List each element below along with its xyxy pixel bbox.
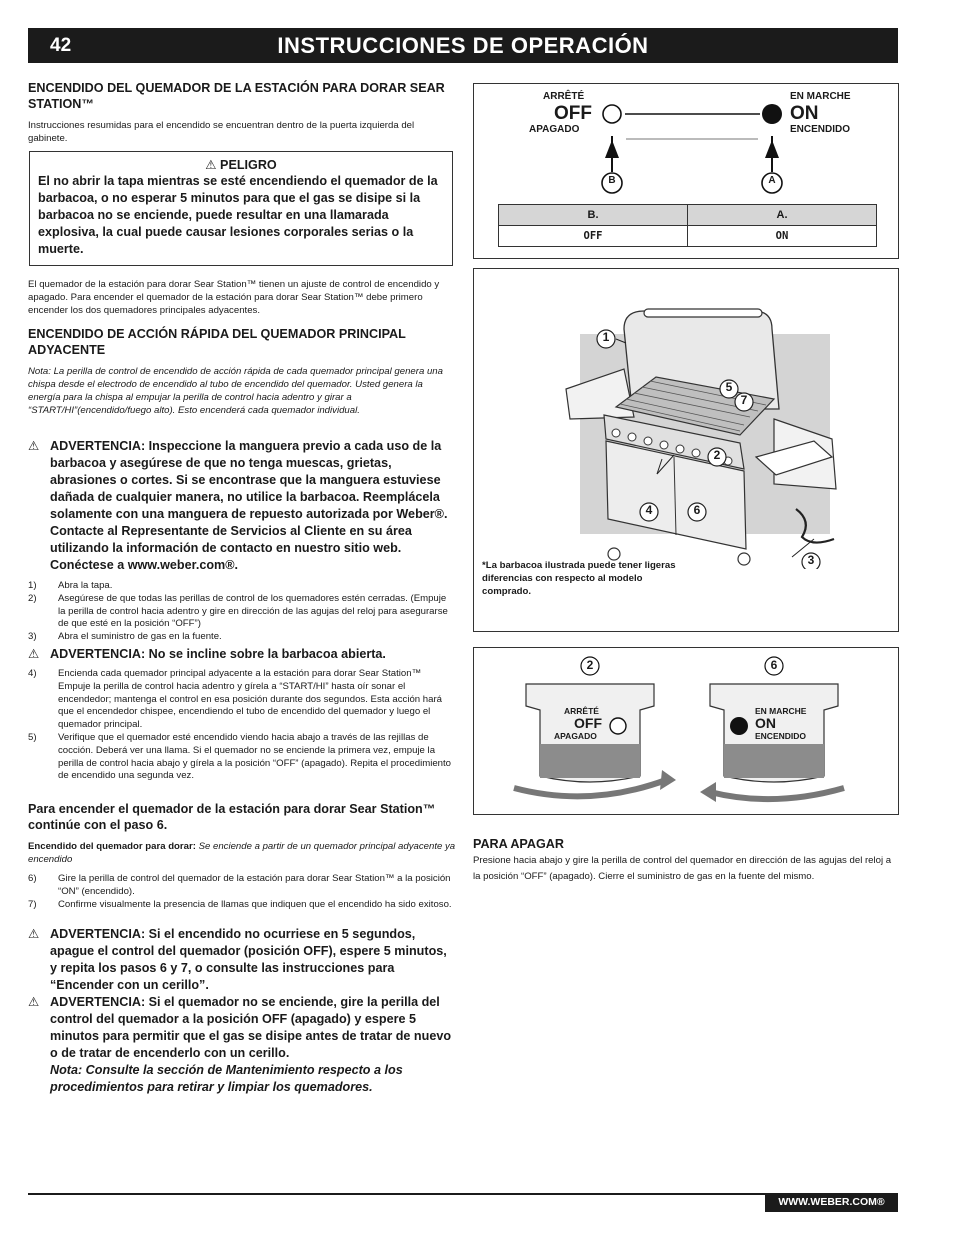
grill-caption: *La barbacoa ilustrada puede tener ligeras diferencias con respecto al modelo comprado. <box>482 560 676 597</box>
warning-hose <box>28 438 456 574</box>
rotate-arrow-icon <box>700 782 716 802</box>
warning-no-light <box>28 994 456 1096</box>
knob-turn-diagram <box>473 647 899 815</box>
label-off: OFF <box>554 103 592 124</box>
grill-illustration <box>474 269 898 569</box>
knob-turn-graphic <box>474 648 898 814</box>
label-en-marche: EN MARCHE <box>790 91 851 102</box>
label-arrete: ARRÊTÉ <box>543 91 585 102</box>
callout-6: 6 <box>693 503 701 517</box>
section-title-main-burner: ENCENDIDO DE ACCIÓN RÁPIDA DEL QUEMADOR PRINCIPAL ADYACENTE <box>28 327 406 357</box>
label-encendido: ENCENDIDO <box>755 731 807 741</box>
on-indicator-icon <box>730 717 748 735</box>
danger-text: El no abrir la tapa mientras se esté encendiendo el quemador de la barbacoa, o no esperar 5 minutos para que el gas se disipe si la barbacoa no se enciende, puede resultar en una llamarada explosiva, la cual puede causar lesiones corporales serias o la muerte. <box>38 174 438 256</box>
rotate-arrow-icon <box>660 770 676 790</box>
label-en-marche: EN MARCHE <box>755 706 807 716</box>
warning-triangle-icon: ⚠ <box>28 995 40 1009</box>
warning-ignition <box>28 926 456 994</box>
section-title-turn-off: PARA APAGAR <box>473 837 564 851</box>
warning-ignition-text: ADVERTENCIA: Si el encendido no ocurriese en 5 segundos, apague el control del quemador (posición OFF), espere 5 minutos, y repita los pasos 6 y 7, o consulte las instrucciones para “Encender con un cerillo”. <box>50 927 447 992</box>
callout-6: 6 <box>770 658 778 672</box>
turn-off-text: Presione hacia abajo y gire la perilla de control del quemador en dirección de las agujas del reloj a la posición “OFF” (apagado). Cierre el suministro de gas en la fuente del mismo. <box>473 855 892 882</box>
warning-triangle-icon: ⚠ <box>28 439 40 453</box>
callout-5: 5 <box>725 380 733 394</box>
footer-url: WWW.WEBER.COM® <box>765 1193 898 1212</box>
section-title-sear-continue: Para encender el quemador de la estación para dorar Sear Station™ continúe con el paso 6. <box>28 802 436 832</box>
callout-2: 2 <box>586 658 594 672</box>
callout-2: 2 <box>713 448 721 462</box>
steps-list-c <box>28 873 456 911</box>
warning-triangle-icon: ⚠ <box>205 158 217 172</box>
list-item: 7) Confirme visualmente la presencia de llamas que indiquen que el encendido ha sido exitoso. <box>28 898 452 910</box>
danger-title: PELIGRO <box>220 158 277 172</box>
sear-lead-text: Encendido del quemador para dorar: Se enciende a partir de un quemador principal adyacente ya encendido <box>28 841 456 865</box>
position-table <box>498 204 877 247</box>
table-row <box>499 205 877 226</box>
arrow-up-icon <box>605 140 619 158</box>
label-off: OFF <box>574 715 602 731</box>
label-on: ON <box>790 103 819 124</box>
list-item: 1) Abra la tapa. <box>28 580 113 591</box>
list-item: 2) Asegúrese de que todas las perillas de control de los quemadores estén cerradas. (Empuje la perilla de control hacia adentro y gire en dirección de las agujas del reloj para asegurarse de que esté en la posición “OFF”) <box>28 592 448 630</box>
callout-4: 4 <box>645 503 653 517</box>
warning-lean <box>28 646 456 663</box>
callout-3: 3 <box>807 553 815 567</box>
knob-position-diagram <box>473 83 899 259</box>
label-on: ON <box>755 715 776 731</box>
warning-triangle-icon: ⚠ <box>28 927 40 941</box>
section-note-main-burner: Nota: La perilla de control de encendido de acción rápida de cada quemador principal genera una chispa desde el electrodo de encendido al tubo de encendido del quemador. Usted genera la energía para la chispa al empujar la perilla de control hacia adentro y girar a “START/HI”(encendido/fuego alto). Esto encenderá cada quemador individual. <box>28 366 443 416</box>
warning-lean-text: ADVERTENCIA: No se incline sobre la barbacoa abierta. <box>50 647 386 661</box>
marker-a: A <box>768 175 776 186</box>
arrow-up-icon <box>765 140 779 158</box>
knob-position-graphic <box>474 84 898 204</box>
table-header-cell: B. <box>499 205 688 226</box>
table-cell: OFF <box>499 226 688 247</box>
table-header-cell: A. <box>688 205 877 226</box>
list-item: 4) Encienda cada quemador principal adyacente a la estación para dorar Sear Station™ Empuje la perilla de control hacia adentro y gírela a “START/HI” hasta oír sonar el encendedor; mantenga el control en esa posición durante dos segundos. Esta acción hará que el encendedor chispee, encendiendo el tubo de encendido del quemador y luego el quemador principal. <box>28 668 443 731</box>
grill-diagram <box>473 268 899 632</box>
marker-b: B <box>608 175 616 186</box>
steps-list-b <box>28 668 456 783</box>
off-indicator-icon <box>610 718 626 734</box>
page-title: INSTRUCCIONES DE OPERACIÓN <box>277 33 649 58</box>
table-row <box>499 226 877 247</box>
off-indicator-icon <box>603 105 621 123</box>
label-apagado: APAGADO <box>529 124 580 135</box>
list-item: 6) Gire la perilla de control del quemador de la estación para dorar Sear Station™ a la posición “ON” (encendido). <box>28 873 451 897</box>
label-apagado: APAGADO <box>554 731 597 741</box>
label-arrete: ARRÊTÉ <box>564 706 599 716</box>
sear-station-description: El quemador de la estación para dorar Sear Station™ tienen un ajuste de control de encendido y apagado. Para encender el quemador de la estación para dorar Sear Station™ debe primero encender los dos quemadores principales adyacentes. <box>28 279 440 316</box>
on-indicator-icon <box>762 104 782 124</box>
warning-no-light-text: ADVERTENCIA: Si el quemador no se enciende, gire la perilla del control del quemador a la posición OFF (apagado) y espere 5 minutos para permitir que el gas se disipe antes de tratar de nuevo o de tratar de encenderlo con un cerillo. <box>50 995 452 1060</box>
list-item: 5) Verifique que el quemador esté encendido viendo hacia abajo a través de las rejillas de cocción. Deberá ver una llama. Si el quemador no se enciende la primera vez, empuje la perilla de control hacia abajo y gírela a la posición “OFF” (apagado). Repita el procedimiento de encendido una segunda vez. <box>28 731 452 782</box>
section-title-sear-station: ENCENDIDO DEL QUEMADOR DE LA ESTACIÓN PARA DORAR SEAR STATION™ <box>28 81 445 111</box>
warning-triangle-icon: ⚠ <box>28 647 40 661</box>
page-header <box>28 28 898 63</box>
callout-7: 7 <box>740 393 748 407</box>
table-cell: ON <box>688 226 877 247</box>
warning-no-light-note: Nota: Consulte la sección de Mantenimiento respecto a los procedimientos para retirar y limpiar los quemadores. <box>50 1063 403 1094</box>
danger-box <box>29 151 453 266</box>
warning-hose-text: ADVERTENCIA: Inspeccione la manguera previo a cada uso de la barbacoa y asegúrese de que no tenga muescas, grietas, abrasiones o cortes. Si se encontrase que la manguera estuviese dañada de cualquier manera, no utilice la barbacoa. Reemplácela solamente con una manguera de repuesto autorizada por Weber®. Contacte al Representante de Servicios al Cliente en su área utilizando la información de contacto en nuestro sitio web. Conéctese a www.weber.com®. <box>50 439 448 572</box>
section-intro-text: Instrucciones resumidas para el encendido se encuentran dentro de la puerta izquierda del gabinete. <box>28 120 415 144</box>
steps-list-a <box>28 580 456 644</box>
page-number: 42 <box>50 35 72 56</box>
label-encendido: ENCENDIDO <box>790 124 851 135</box>
list-item: 3) Abra el suministro de gas en la fuente. <box>28 631 222 643</box>
callout-1: 1 <box>602 330 610 344</box>
